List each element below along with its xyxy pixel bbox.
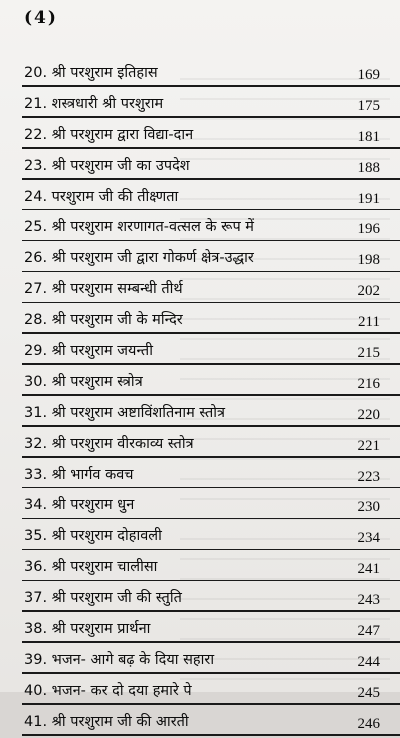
toc-entry: [0, 707, 400, 738]
toc-entry-title: 39. भजन- आगे बढ़ के दिया सहारा: [24, 651, 215, 668]
toc-entry-title: 36. श्री परशुराम चालीसा: [24, 559, 158, 576]
toc-entry-page: 198: [357, 252, 380, 269]
toc-entry-title: 38. श्री परशुराम प्रार्थना: [24, 621, 151, 638]
toc-underline: [22, 549, 400, 551]
toc-entry-title: 33. श्री भार्गव कवच: [24, 466, 134, 483]
toc-entry-page: 230: [357, 499, 380, 516]
toc-underline: [22, 641, 400, 643]
toc-entry: [0, 429, 400, 460]
toc-underline: [22, 610, 400, 612]
toc-entry-page: 215: [357, 345, 380, 362]
toc-entry-title: 37. श्री परशुराम जी की स्तुति: [24, 590, 182, 607]
toc-entry-page: 245: [357, 684, 380, 701]
toc-entry-page: 188: [357, 159, 380, 176]
toc-entry-title: 21. शस्त्रधारी श्री परशुराम: [24, 95, 164, 112]
toc-underline: [22, 703, 400, 705]
toc-entry-page: 202: [357, 283, 380, 300]
toc-underline: [22, 456, 400, 458]
toc-entry: [0, 89, 400, 120]
toc-entry: [0, 274, 400, 305]
toc-underline: [22, 487, 400, 489]
toc-entry-title: 40. भजन- कर दो दया हमारे पे: [24, 682, 192, 699]
toc-entry: [0, 367, 400, 398]
toc-entry: [0, 398, 400, 429]
toc-entry-page: 243: [357, 592, 380, 609]
toc-entry: [0, 182, 400, 213]
toc-entry-title: 23. श्री परशुराम जी का उपदेश: [24, 157, 190, 174]
toc-entry: [0, 521, 400, 552]
toc-underline: [22, 209, 400, 211]
toc-entry-page: 196: [357, 221, 380, 238]
toc-entry: [0, 583, 400, 614]
toc-underline: [22, 672, 400, 674]
toc-entry: [0, 552, 400, 583]
toc-entry-page: 221: [357, 437, 380, 454]
toc-underline: [22, 425, 400, 427]
toc-entry: [0, 212, 400, 243]
toc-entry-page: 247: [357, 623, 380, 640]
toc-underline: [22, 734, 400, 736]
toc-entry-title: 29. श्री परशुराम जयन्ती: [24, 343, 153, 360]
toc-entry-title: 34. श्री परशुराम धुन: [24, 497, 135, 514]
toc-entry-title: 26. श्री परशुराम जी द्वारा गोकर्ण क्षेत्र-उद्धार: [24, 250, 254, 267]
toc-entry-page: 220: [357, 406, 380, 423]
toc-entry-title: 31. श्री परशुराम अष्टाविंशतिनाम स्तोत्र: [24, 404, 226, 421]
toc-entry-page: 211: [358, 314, 380, 331]
toc-entry: [0, 614, 400, 645]
toc-entry-title: 24. परशुराम जी की तीक्ष्णता: [24, 188, 179, 205]
toc-entry-title: 27. श्री परशुराम सम्बन्धी तीर्थ: [24, 281, 183, 298]
toc-entry-page: 241: [357, 561, 380, 578]
toc-underline: [22, 580, 400, 582]
toc-entry: [0, 305, 400, 336]
toc-entry-page: 175: [357, 97, 380, 114]
toc-entry-page: 244: [357, 653, 380, 670]
toc-entry-page: 246: [357, 715, 380, 732]
toc-entry-page: 234: [357, 530, 380, 547]
toc-entry: [0, 676, 400, 707]
toc-entry-title: 25. श्री परशुराम शरणागत-वत्सल के रूप में: [24, 219, 254, 236]
toc-entry: [0, 243, 400, 274]
toc-underline: [22, 363, 400, 365]
toc-entry: [0, 336, 400, 367]
toc-entry-page: 223: [357, 468, 380, 485]
toc-underline: [22, 394, 400, 396]
toc-entry: [0, 460, 400, 491]
toc-underline: [22, 302, 400, 304]
toc-entry: [0, 645, 400, 676]
toc-entry: [0, 490, 400, 521]
toc-entry: [0, 151, 400, 182]
toc-underline: [22, 116, 400, 118]
toc-entry-page: 181: [357, 128, 380, 145]
toc-underline: [22, 271, 400, 273]
toc-entry-page: 191: [357, 190, 380, 207]
toc-entry-page: 216: [357, 375, 380, 392]
toc-underline: [22, 178, 400, 180]
toc-entry-title: 41. श्री परशुराम जी की आरती: [24, 713, 189, 730]
toc-entry: [0, 120, 400, 151]
toc-entry-title: 22. श्री परशुराम द्वारा विद्या-दान: [24, 126, 194, 143]
toc-underline: [22, 332, 400, 334]
toc-underline: [22, 147, 400, 149]
page-number: (4): [24, 8, 58, 28]
toc-entry: [0, 58, 400, 89]
toc-entry-title: 32. श्री परशुराम वीरकाव्य स्तोत्र: [24, 435, 194, 452]
toc-entry-title: 20. श्री परशुराम इतिहास: [24, 65, 158, 81]
toc-underline: [22, 240, 400, 242]
table-of-contents: [0, 58, 400, 738]
toc-entry-title: 30. श्री परशुराम स्त्रोत्र: [24, 373, 143, 390]
toc-underline: [22, 518, 400, 520]
toc-entry-title: 28. श्री परशुराम जी के मन्दिर: [24, 312, 183, 329]
toc-entry-title: 35. श्री परशुराम दोहावली: [24, 528, 162, 545]
toc-underline: [22, 85, 400, 87]
toc-entry-page: 169: [357, 67, 380, 83]
